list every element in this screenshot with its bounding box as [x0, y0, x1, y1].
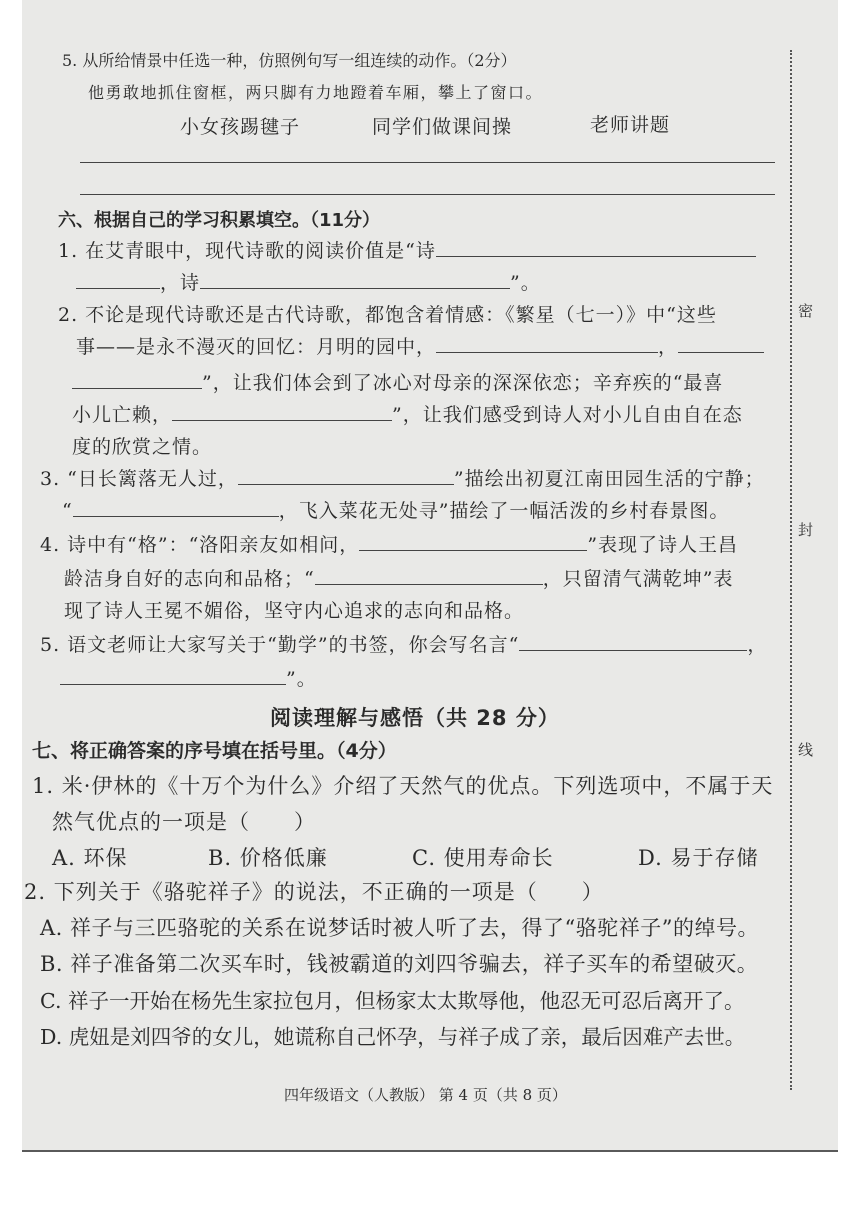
s7-q1-line1: 1. 米·伊林的《十万个为什么》介绍了天然气的优点。下列选项中，不属于天	[32, 774, 774, 798]
s7-q1-option-a[interactable]: A. 环保	[52, 846, 128, 870]
seal-dotted-line	[790, 50, 792, 1090]
s6-q1-text2: ，诗	[160, 272, 201, 294]
fill-blank[interactable]	[73, 498, 279, 517]
s7-q2-option-a[interactable]: A. 祥子与三匹骆驼的关系在说梦话时被人听了去，得了“骆驼祥子”的绰号。	[40, 916, 759, 940]
fill-blank[interactable]	[60, 666, 286, 685]
fill-blank[interactable]	[436, 334, 658, 353]
s7-q2-option-b[interactable]: B. 祥子准备第二次买车时，钱被霸道的刘四爷骗去，祥子买车的希望破灭。	[40, 952, 759, 976]
s6-q3-text2: ”描绘出初夏江南田园生活的宁静；	[453, 468, 765, 490]
s7-q2-option-d[interactable]: D. 虎妞是刘四爷的女儿，她谎称自己怀孕，与祥子成了亲，最后因难产去世。	[40, 1025, 746, 1049]
fill-blank[interactable]	[436, 238, 756, 257]
q5-example: 他勇敢地抓住窗框，两只脚有力地蹬着车厢，攀上了窗口。	[88, 83, 544, 102]
s7-q2-prompt: 2. 下列关于《骆驼祥子》的说法，不正确的一项是（ ）	[24, 880, 604, 904]
section6-title: 六、根据自己的学习积累填空。（11分）	[58, 210, 381, 231]
s6-q2-text4: 小儿亡赖，	[72, 404, 173, 426]
answer-line[interactable]	[80, 162, 775, 163]
s7-q1-option-d[interactable]: D. 易于存储	[638, 846, 759, 870]
s6-q1-end: ”。	[510, 272, 541, 294]
fill-blank[interactable]	[72, 370, 202, 389]
q5-scene-1: 小女孩踢毽子	[180, 116, 301, 138]
s6-q4-text4: ，只留清气满乾坤”表	[542, 568, 734, 590]
s6-q5-end: ”。	[286, 668, 317, 690]
s7-q1-option-b[interactable]: B. 价格低廉	[208, 846, 328, 870]
q5-scene-3: 老师讲题	[590, 114, 671, 136]
s6-q3-quote: “	[62, 500, 73, 522]
s6-q4-text3: 龄洁身自好的志向和品格；“	[64, 568, 315, 590]
fill-blank[interactable]	[315, 566, 543, 585]
s6-q4-text: 4. 诗中有“格”：“洛阳亲友如相问，	[40, 534, 360, 556]
fill-blank[interactable]	[238, 466, 454, 485]
s7-q1-option-c[interactable]: C. 使用寿命长	[412, 846, 554, 870]
s6-q2-text: 事——是永不漫灭的回忆：月明的园中，	[76, 336, 437, 358]
s6-q2-line5: 度的欣赏之情。	[72, 436, 213, 458]
seal-char-xian: 线	[798, 735, 813, 764]
fill-blank[interactable]	[200, 270, 510, 289]
s6-q4-line3: 现了诗人王冕不媚俗，坚守内心追求的志向和品格。	[64, 600, 525, 622]
s6-q3-text: 3. “日长篱落无人过，	[40, 468, 238, 490]
s6-q1-text: 1. 在艾青眼中，现代诗歌的阅读价值是“诗	[58, 240, 436, 262]
page-footer: 四年级语文（人教版） 第 4 页（共 8 页）	[284, 1086, 567, 1104]
s6-q2-text5: ”，让我们感受到诗人对小儿自由自在态	[392, 404, 743, 426]
fill-blank[interactable]	[678, 334, 764, 353]
s6-q3-text3: ，飞入菜花无处寻”描绘了一幅活泼的乡村春景图。	[278, 500, 730, 522]
s6-q2-line1: 2. 不论是现代诗歌还是古代诗歌，都饱含着情感：《繁星（七一）》中“这些	[58, 304, 717, 326]
seal-char-mi: 密	[798, 296, 813, 325]
s6-q2-text3: ”，让我们体会到了冰心对母亲的深深依恋；辛弃疾的“最喜	[202, 372, 724, 394]
q5-scene-2: 同学们做课间操	[372, 116, 513, 138]
seal-char-feng: 封	[798, 515, 813, 544]
s6-q5-text: 5. 语文老师让大家写关于“勤学”的书签，你会写名言“	[40, 634, 520, 656]
s6-q4-text2: ”表现了诗人王昌	[587, 534, 739, 556]
s7-q1-line2: 然气优点的一项是（ ）	[52, 810, 316, 834]
fill-blank[interactable]	[76, 270, 160, 289]
section7-title: 七、将正确答案的序号填在括号里。（4分）	[32, 740, 397, 762]
fill-blank[interactable]	[172, 402, 392, 421]
reading-section-title: 阅读理解与感悟（共 28 分）	[270, 706, 560, 730]
s6-q5-comma: ，	[747, 634, 768, 656]
s7-q2-option-c[interactable]: C. 祥子一开始在杨先生家拉包月，但杨家太太欺辱他，他忍无可忍后离开了。	[40, 989, 745, 1013]
q5-prompt: 5. 从所给情景中任选一种，仿照例句写一组连续的动作。（2分）	[62, 51, 517, 70]
answer-line[interactable]	[80, 194, 775, 195]
fill-blank[interactable]	[519, 632, 747, 651]
fill-blank[interactable]	[359, 532, 587, 551]
s6-q2-comma: ，	[658, 336, 679, 358]
